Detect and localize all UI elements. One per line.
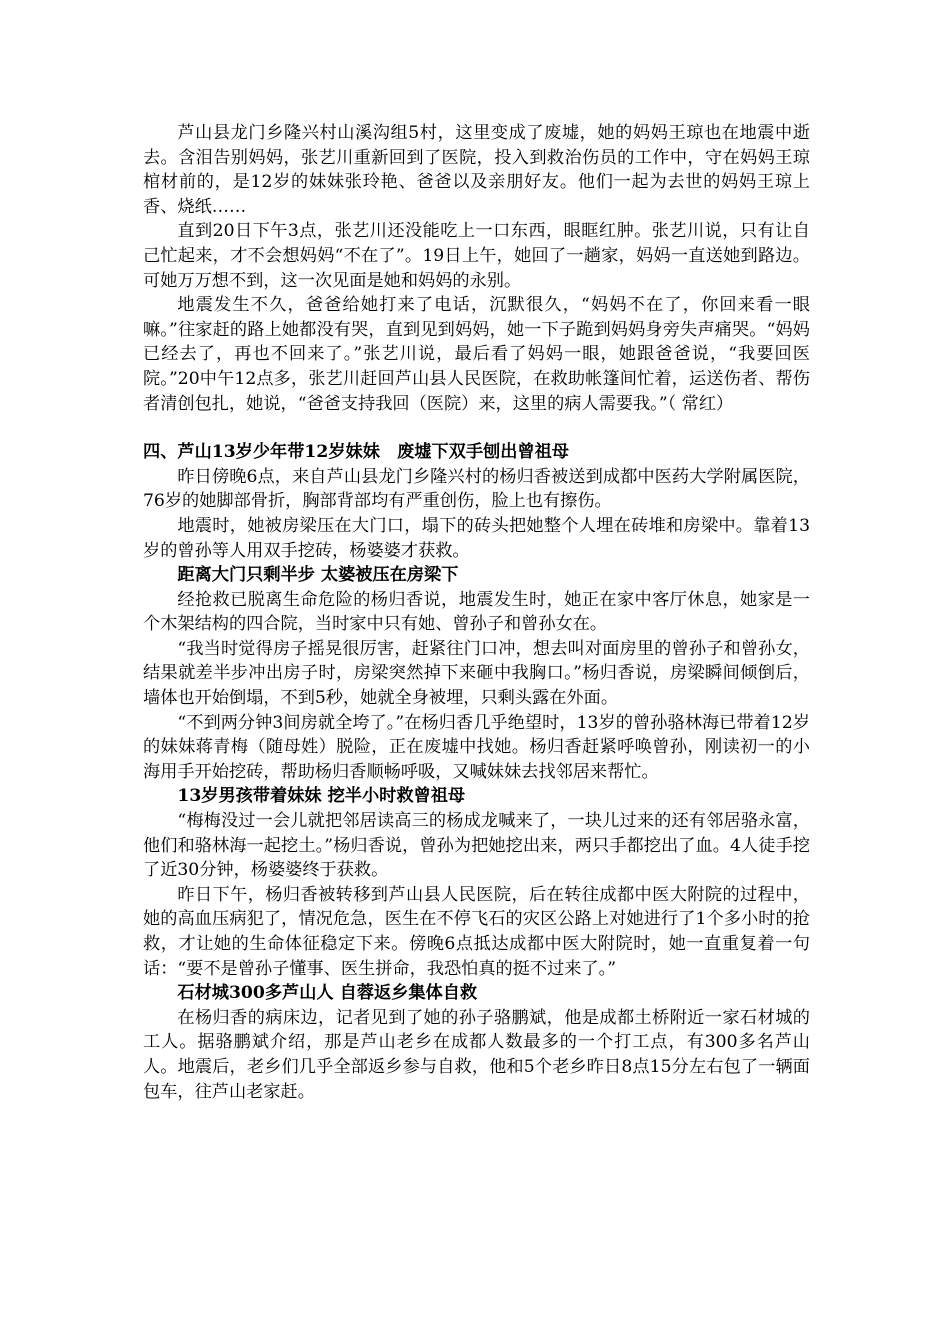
paragraph: “我当时觉得房子摇晃很厉害，赶紧往门口冲，想去叫对面房里的曾孙子和曾孙女，结果就差半步冲出房子时，房梁突然掉下来砸中我胸口。”杨归香说，房梁瞬间倾倒后，墙体也开始倒塌，不到5秒，她就全身被埋，只剩头露在外面。 [143,638,810,709]
blank-line [143,416,810,440]
subheading: 距离大门只剩半步 太婆被压在房梁下 [177,565,459,586]
paragraph: 昨日傍晚6点，来自芦山县龙门乡隆兴村的杨归香被送到成都中医药大学附属医院，76岁的她脚部骨折，胸部背部均有严重创伤，脸上也有擦伤。 [143,466,810,512]
paragraph: 地震时，她被房梁压在大门口，塌下的砖头把她整个人埋在砖堆和房梁中。靠着13岁的曾孙等人用双手挖砖，杨婆婆才获救。 [143,515,810,561]
paragraph: 经抢救已脱离生命危险的杨归香说，地震发生时，她正在家中客厅休息，她家是一个木架结构的四合院，当时家中只有她、曾孙子和曾孙女在。 [143,589,810,635]
paragraph: “不到两分钟3间房就全垮了。”在杨归香几乎绝望时，13岁的曾孙骆林海已带着12岁的妹妹蒋青梅（随母姓）脱险，正在废墟中找她。杨归香赶紧呼唤曾孙，刚读初一的小海用手开始挖砖，帮助杨归香顺畅呼吸，又喊妹妹去找邻居来帮忙。 [143,712,810,782]
subheading: 13岁男孩带着妹妹 挖半小时救曾祖母 [177,786,466,807]
paragraph: 芦山县龙门乡隆兴村山溪沟组5村，这里变成了废墟，她的妈妈王琼也在地震中逝去。含泪告别妈妈，张艺川重新回到了医院，投入到救治伤员的工作中，守在妈妈王琼棺材前的，是12岁的妹妹张玲艳、爸爸以及亲朋好友。他们一起为去世的妈妈王琼上香、烧纸…… [143,123,810,217]
paragraph: 昨日下午，杨归香被转移到芦山县人民医院，后在转往成都中医大附院的过程中，她的高血压病犯了，情况危急，医生在不停飞石的灾区公路上对她进行了1个多小时的抢救，才让她的生命体征稳定下来。傍晚6点抵达成都中医大附院时，她一直重复着一句话：“要不是曾孙子懂事、医生拼命，我恐怕真的挺不过来了。” [143,884,810,979]
subheading: 石材城300多芦山人 自蓉返乡集体自救 [177,983,478,1004]
section-heading: 四、芦山13岁少年带12岁妹妹 废墟下双手刨出曾祖母 [143,442,569,463]
paragraph: 在杨归香的病床边，记者见到了她的孙子骆鹏斌，他是成都土桥附近一家石材城的工人。据骆鹏斌介绍，那是芦山老乡在成都人数最多的一个打工点，有300多名芦山人。地震后，老乡们几乎全部返乡参与自救，他和5个老乡昨日8点15分左右包了一辆面包车，往芦山老家赶。 [143,1007,810,1102]
paragraph: “梅梅没过一会儿就把邻居读高三的杨成龙喊来了，一块儿过来的还有邻居骆永富，他们和骆林海一起挖土。”杨归香说，曾孙为把她挖出来，两只手都挖出了血。4人徒手挖了近30分钟，杨婆婆终于获救。 [143,811,810,881]
paragraph: 直到20日下午3点，张艺川还没能吃上一口东西，眼眶红肿。张艺川说，只有让自己忙起来，才不会想妈妈“不在了”。19日上午，她回了一趟家，妈妈一直送她到路边。可她万万想不到，这一次见面是她和妈妈的永别。 [143,221,810,291]
paragraph: 地震发生不久，爸爸给她打来了电话，沉默很久，“妈妈不在了，你回来看一眼嘛。”往家赶的路上她都没有哭，直到见到妈妈，她一下子跪到妈妈身旁失声痛哭。“妈妈已经去了，再也不回来了。”张艺川说，最后看了妈妈一眼，她跟爸爸说，“我要回医院。”20中午12点多，张艺川赶回芦山县人民医院，在救助帐篷间忙着，运送伤者、帮伤者清创包扎，她说，“爸爸支持我回（医院）来，这里的病人需要我。”（ 常红） [143,295,810,414]
